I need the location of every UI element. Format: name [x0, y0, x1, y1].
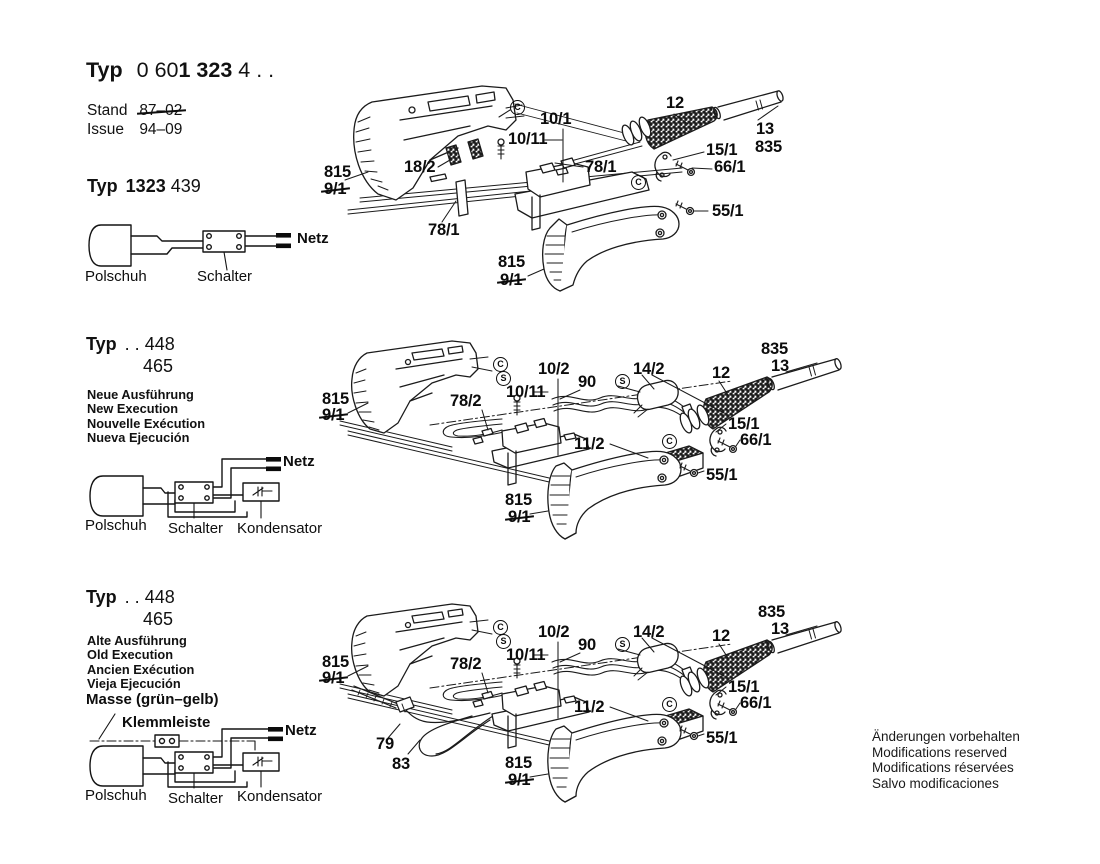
part-label-835: 835 — [758, 603, 785, 621]
part-label-9-1a-struck: 9/1 — [324, 180, 347, 198]
part-label-78-2: 78/2 — [450, 655, 482, 673]
stand-label: Stand — [87, 102, 128, 119]
part-label-18-2: 18/2 — [404, 158, 436, 176]
part-label-78-1a: 78/1 — [585, 158, 617, 176]
power-cable — [352, 686, 493, 756]
screw-66-1 — [718, 438, 736, 452]
handle — [548, 714, 681, 802]
schalter-label-2: Schalter — [168, 520, 224, 537]
notice-en: Modifications reserved — [872, 744, 1008, 760]
part-label-13: 13 — [756, 120, 774, 138]
cable-clip — [655, 152, 671, 181]
part-label-11-2: 11/2 — [574, 435, 605, 453]
mains-terminals — [268, 727, 283, 741]
exec-de: Neue Ausführung — [87, 387, 194, 402]
part-label-15-1: 15/1 — [706, 141, 738, 159]
exec-de: Alte Ausführung — [87, 633, 187, 648]
kondensator-label-3: Kondensator — [237, 788, 323, 805]
part-label-815a: 815 — [322, 653, 349, 671]
polschuh-label-1: Polschuh — [85, 268, 147, 285]
part-label-14-2: 14/2 — [633, 360, 665, 378]
part-label-10-11: 10/11 — [508, 130, 548, 148]
part-label-815a: 815 — [324, 163, 351, 181]
typ-num-suffix: 4 . . — [232, 58, 275, 82]
modifications-notice — [872, 729, 1020, 791]
part-label-14-2: 14/2 — [633, 623, 665, 641]
part-label-66-1: 66/1 — [714, 158, 746, 176]
spindle — [678, 621, 842, 698]
variant2-num2: 465 — [143, 356, 174, 376]
switch-symbol — [203, 231, 245, 270]
capacitor-symbol — [243, 753, 279, 787]
part-label-815a: 815 — [322, 390, 349, 408]
handle — [543, 206, 679, 291]
part-label-9-1b-struck: 9/1 — [508, 508, 531, 526]
notice-de: Änderungen vorbehalten — [872, 729, 1020, 744]
issue-value: 94–09 — [139, 121, 183, 138]
mains-terminals — [276, 233, 291, 248]
doc-type-number — [86, 58, 274, 83]
part-label-12: 12 — [712, 364, 730, 382]
variant2-num1: 448 — [144, 334, 175, 354]
variant1-typ-label: Typ — [87, 176, 118, 196]
klemmleiste-label: Klemmleiste — [122, 714, 211, 731]
capacitor-symbol — [243, 483, 279, 518]
mains-terminals — [266, 457, 281, 471]
stand-value: 87–02 — [139, 102, 183, 119]
netz-label-2: Netz — [283, 453, 315, 470]
exec-en: New Execution — [87, 401, 179, 417]
netz-label-3: Netz — [285, 722, 317, 739]
variant3-num2: 465 — [143, 609, 174, 629]
wiring-diagram-1 — [85, 214, 320, 276]
ground-line — [90, 714, 255, 754]
spindle — [678, 358, 842, 435]
part-label-9-1b-struck: 9/1 — [508, 771, 531, 789]
variant1-typ-rest: 439 — [170, 176, 201, 196]
exec-en: Old Execution — [87, 647, 174, 663]
variant3-typ — [86, 587, 175, 608]
copyright-mark-icon: C — [493, 620, 508, 635]
handle — [548, 451, 681, 539]
copyright-mark-icon: C — [662, 697, 677, 712]
part-label-90: 90 — [578, 373, 596, 391]
variant3-execution — [87, 634, 194, 691]
variant2-execution — [87, 388, 205, 445]
variant3-typ-label: Typ — [86, 587, 117, 607]
part-label-12: 12 — [666, 94, 684, 112]
part-label-12: 12 — [712, 627, 730, 645]
part-label-10-1: 10/1 — [540, 110, 572, 128]
issue-row — [87, 121, 182, 139]
part-label-66-1: 66/1 — [740, 431, 772, 449]
variant2-typ — [86, 334, 175, 355]
part-label-835: 835 — [755, 138, 782, 156]
part-label-815b: 815 — [505, 491, 532, 509]
screw-66-1 — [718, 701, 736, 715]
schalter-label-1: Schalter — [197, 268, 253, 285]
exec-fr: Ancien Exécution — [87, 661, 195, 677]
masse-label: Masse (grün–gelb) — [86, 691, 219, 708]
typ-num-prefix: 0 60 — [136, 58, 179, 82]
variant2-typ-dots: . . — [124, 334, 140, 354]
variant3-num1: 448 — [144, 587, 175, 607]
screw-55-1 — [676, 201, 694, 215]
part-label-10-2: 10/2 — [538, 360, 570, 378]
exec-es: Vieja Ejecución — [87, 675, 181, 691]
part-label-9-1a-struck: 9/1 — [322, 406, 345, 424]
part-label-15-1: 15/1 — [728, 415, 760, 433]
s-mark-icon: S — [496, 371, 511, 386]
part-label-10-2: 10/2 — [538, 623, 570, 641]
part-label-815b: 815 — [498, 253, 525, 271]
part-label-13: 13 — [771, 357, 789, 375]
polschuh-label-3: Polschuh — [85, 787, 147, 804]
part-label-815b: 815 — [505, 754, 532, 772]
pole-shoe-symbol — [90, 746, 143, 786]
copyright-mark-icon: C — [631, 175, 646, 190]
part-label-13: 13 — [771, 620, 789, 638]
part-label-55-1: 55/1 — [712, 202, 744, 220]
pole-shoe-symbol — [90, 476, 143, 516]
part-label-10-11: 10/11 — [506, 646, 546, 664]
kondensator-label-2: Kondensator — [237, 520, 323, 537]
variant1-typ-bold: 1323 — [125, 176, 166, 196]
part-label-78-2: 78/2 — [450, 392, 482, 410]
part-label-9-1a-struck: 9/1 — [322, 669, 345, 687]
s-mark-icon: S — [615, 374, 630, 389]
capacitor — [634, 380, 678, 417]
part-label-55-1: 55/1 — [706, 729, 738, 747]
variant3-typ-dots: . . — [124, 587, 140, 607]
part-label-66-1: 66/1 — [740, 694, 772, 712]
part-label-78-1b: 78/1 — [428, 221, 460, 239]
part-label-10-11: 10/11 — [506, 383, 546, 401]
notice-es: Salvo modificaciones — [872, 775, 999, 791]
copyright-mark-icon: C — [662, 434, 677, 449]
part-label-83: 83 — [392, 755, 410, 773]
s-mark-icon: S — [615, 637, 630, 652]
part-label-15-1: 15/1 — [728, 678, 760, 696]
part-label-55-1: 55/1 — [706, 466, 738, 484]
s-mark-icon: S — [496, 634, 511, 649]
part-label-79: 79 — [376, 735, 394, 753]
issue-label: Issue — [87, 121, 125, 138]
copyright-mark-icon: C — [510, 100, 525, 115]
variant1-typ — [87, 176, 201, 197]
wiring-diagram-3 — [85, 698, 330, 793]
terminal-strip-symbol — [155, 735, 179, 747]
copyright-mark-icon: C — [493, 357, 508, 372]
part-label-11-2: 11/2 — [574, 698, 605, 716]
schalter-label-3: Schalter — [168, 790, 224, 807]
exec-es: Nueva Ejecución — [87, 429, 190, 445]
part-label-9-1b-struck: 9/1 — [500, 271, 523, 289]
carbon-brushes — [446, 139, 483, 165]
screw-10-11 — [498, 139, 504, 159]
part-label-835: 835 — [761, 340, 788, 358]
typ-num-bold: 1 323 — [178, 58, 233, 82]
variant2-typ-label: Typ — [86, 334, 117, 354]
part-label-90: 90 — [578, 636, 596, 654]
notice-fr: Modifications réservées — [872, 760, 1014, 776]
pole-shoe-symbol — [89, 225, 131, 266]
exec-fr: Nouvelle Exécution — [87, 415, 206, 431]
polschuh-label-2: Polschuh — [85, 517, 147, 534]
capacitor — [634, 643, 678, 680]
typ-label: Typ — [86, 58, 123, 82]
netz-label-1: Netz — [297, 230, 329, 247]
stand-row — [87, 102, 182, 120]
